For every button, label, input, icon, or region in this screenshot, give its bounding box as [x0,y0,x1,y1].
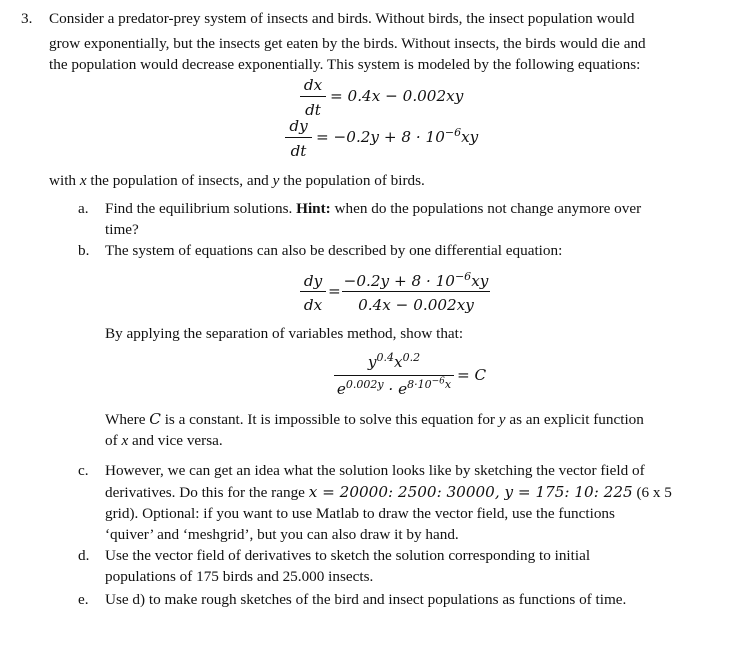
eq1-denominator: dt [305,101,321,119]
part-c-line-4: ‘quiver’ and ‘meshgrid’, but you can also draw it by hand. [105,526,459,543]
dydx-rhs-bar [342,291,490,292]
intro-line-2: grow exponentially, but the insects get eaten by the birds. Without insects, the birds would die and [49,35,646,52]
eq2-numerator: dy [289,117,308,135]
dydx-lhs-bar [300,291,326,292]
part-b-line-4: of x and vice versa. [105,432,223,449]
part-a-line-1: Find the equilibrium solutions. Hint: when do the populations not change anymore over [105,200,642,217]
dydx-lhs-denominator: dx [303,296,323,314]
sep-denominator: $e^{0.002y} \cdot e^{8\cdot 10^{-6}x}$ [336,376,452,398]
part-b-label: b. [78,242,90,259]
part-c-label: c. [78,462,89,479]
intro-line-3: the population would decrease exponentially. This system is modeled by the following equations: [49,56,641,73]
with-line: with x the population of insects, and y the population of birds. [49,172,425,189]
problem-number: 3. [21,10,33,27]
eq1-numerator: dx [303,76,323,94]
dydx-lhs-numerator: dy [303,272,323,290]
sep-rhs: = C [457,366,487,384]
dydx-rhs-denominator: 0.4x − 0.002xy [358,296,474,314]
eq2-denominator: dt [290,142,307,160]
dydx-equals: = [328,282,341,300]
part-d-label: d. [78,547,90,564]
part-b-line-3: Where C is a constant. It is impossible to solve this equation for y as an explicit function [105,410,644,428]
eq2-rhs: = $-0.2y + 8 \cdot 10^{-6}xy$ [316,125,479,146]
part-d-line-2: populations of 175 birds and 25.000 insects. [105,568,374,585]
part-c-line-2: derivatives. Do this for the range x = 20000: 2500: 30000, y = 175: 10: 225 (6 x 5 [105,483,672,501]
part-c-line-1: However, we can get an idea what the solution looks like by sketching the vector field of [105,462,645,479]
part-b-line-2: By applying the separation of variables method, show that: [105,325,464,342]
dydx-rhs-numerator: $-0.2y + 8 \cdot 10^{-6}xy$ [343,269,489,290]
eq1-rhs: = 0.4x − 0.002xy [330,87,464,105]
intro-line-1: Consider a predator-prey system of insects and birds. Without birds, the insect population would [49,10,635,27]
part-e-label: e. [78,591,89,608]
part-e-line-1: Use d) to make rough sketches of the bird and insect populations as functions of time. [105,591,627,608]
part-a-line-2: time? [105,221,139,238]
eq1-fraction-bar [300,96,326,97]
part-a-label: a. [78,200,89,217]
sep-numerator: $y^{0.4}x^{0.2}$ [367,350,421,371]
part-d-line-1: Use the vector field of derivatives to sketch the solution corresponding to initial [105,547,591,564]
part-c-line-3: grid). Optional: if you want to use Matlab to draw the vector field, use the functions [105,505,615,522]
eq2-fraction-bar [285,137,312,138]
part-b-line-1: The system of equations can also be described by one differential equation: [105,242,563,259]
